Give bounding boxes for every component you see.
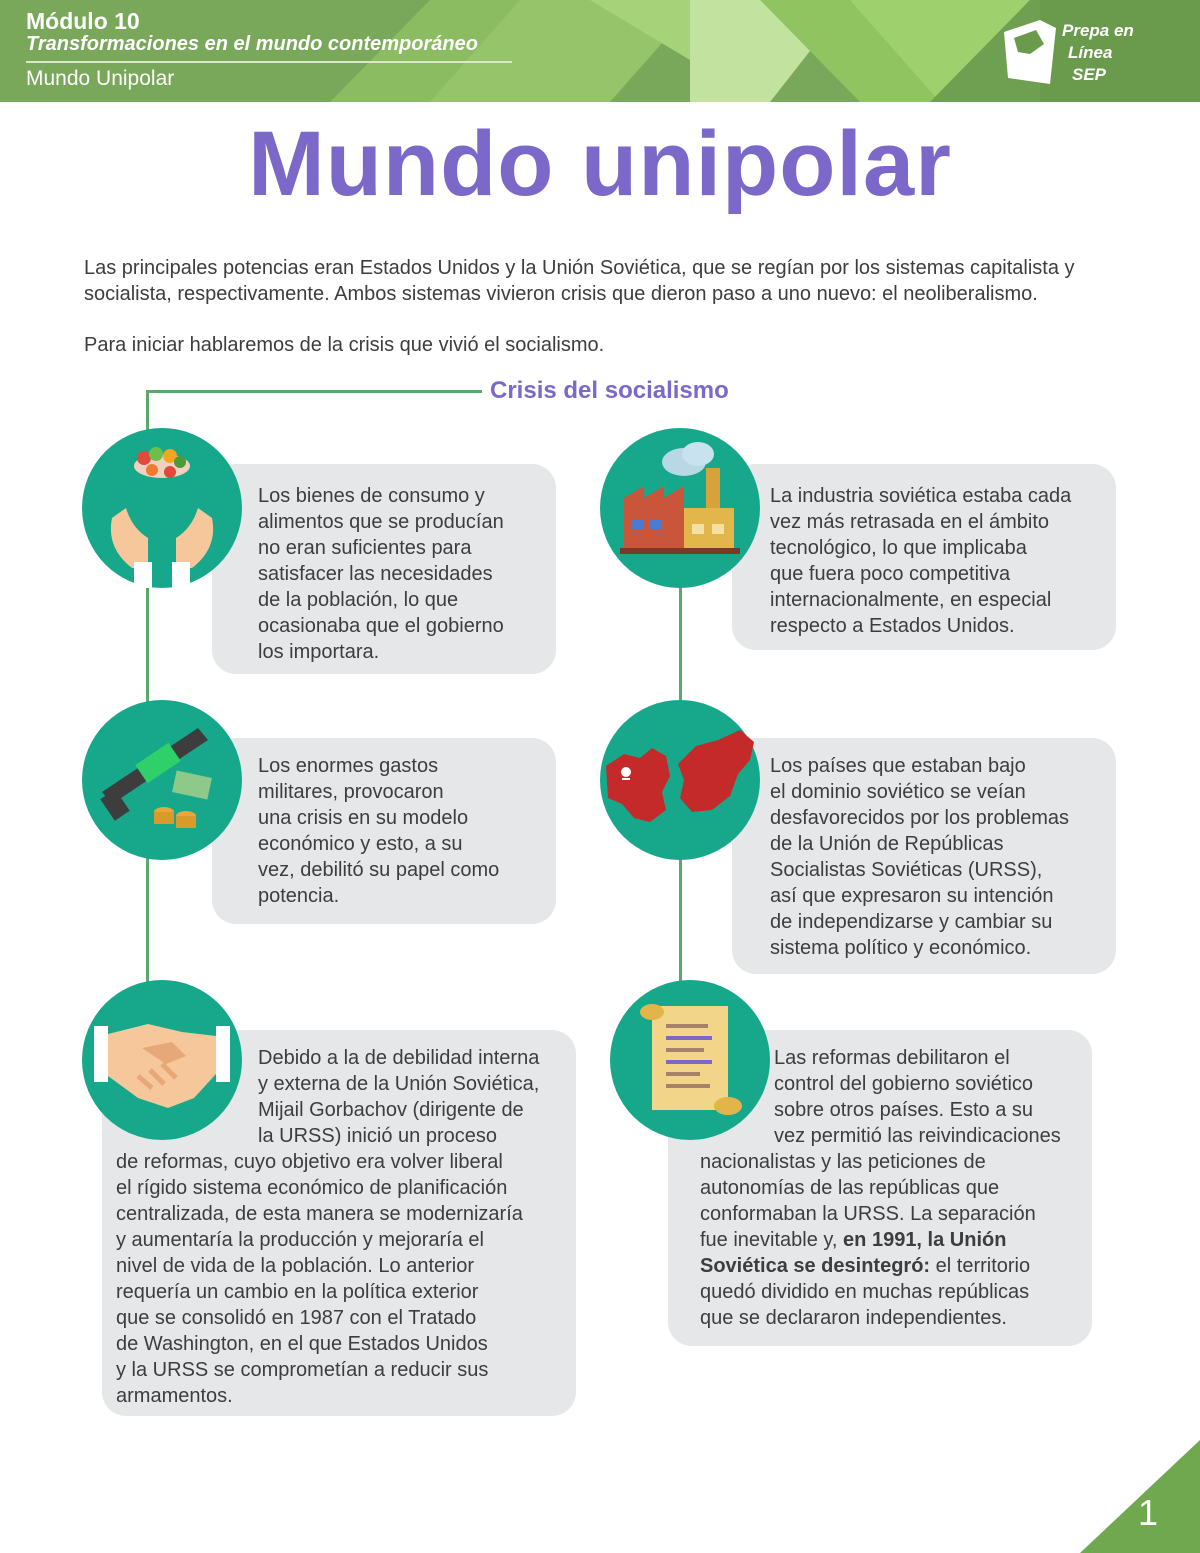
text-line: de reformas, cuyo objetivo era volver liberal xyxy=(116,1151,503,1173)
text-line: respecto a Estados Unidos. xyxy=(770,615,1015,637)
bold-text: en 1991, la Unión xyxy=(843,1229,1007,1251)
text-line: conformaban la URSS. La separación xyxy=(700,1203,1036,1225)
text-line: requería un cambio en la política exterior xyxy=(116,1281,479,1303)
module-label: Módulo 10 xyxy=(26,8,140,34)
card-satellite-states-text xyxy=(770,753,1110,961)
text-line: Las reformas debilitaron el xyxy=(774,1047,1010,1069)
logo-text-2: Línea xyxy=(1068,43,1113,62)
text-line: que se declararon independientes. xyxy=(700,1307,1007,1329)
card-military-text xyxy=(258,753,548,909)
logo-text-3: SEP xyxy=(1072,65,1107,84)
text-line: tecnológico, lo que implicaba xyxy=(770,537,1027,559)
text-line-mixed xyxy=(700,1253,1084,1279)
factory-icon xyxy=(600,428,760,588)
text-line: vez más retrasada en el ámbito xyxy=(770,511,1050,533)
text-line: desfavorecidos por los problemas xyxy=(770,807,1070,829)
scroll-icon xyxy=(610,980,770,1140)
logo-text-1: Prepa en xyxy=(1062,21,1134,40)
text-line: que fuera poco competitiva xyxy=(770,563,1011,585)
text-line: de Washington, en el que Estados Unidos xyxy=(116,1333,488,1355)
prepa-en-linea-logo xyxy=(1000,14,1134,86)
text-line: vez permitió las reivindicaciones xyxy=(774,1125,1061,1147)
text-line: de la población, lo que xyxy=(258,589,459,611)
text-line: el rígido sistema económico de planificación xyxy=(116,1177,508,1199)
text-line: control del gobierno soviético xyxy=(774,1073,1034,1095)
text-line: los importara. xyxy=(258,641,380,663)
text-line: sobre otros países. Esto a su xyxy=(774,1099,1034,1121)
text-line: vez, debilitó su papel como xyxy=(258,859,500,881)
header-divider xyxy=(26,61,512,63)
bold-text: Soviética se desintegró: xyxy=(700,1255,931,1277)
text-line: ocasionaba que el gobierno xyxy=(258,615,504,637)
text-line: y aumentaría la producción y mejoraría el xyxy=(116,1229,484,1251)
text-line: La industria soviética estaba cada xyxy=(770,485,1072,507)
text-line: no eran suficientes para xyxy=(258,537,472,559)
text-line-mixed xyxy=(700,1227,1084,1253)
intro-lead: Para iniciar hablaremos de la crisis que vivió el socialismo. xyxy=(84,334,605,356)
page-title: Mundo unipolar xyxy=(248,113,952,215)
text-line: y la URSS se comprometían a reducir sus xyxy=(116,1359,489,1381)
text-line: Socialistas Soviéticas (URSS), xyxy=(770,859,1043,881)
text-line: satisfacer las necesidades xyxy=(258,563,493,585)
page-number: 1 xyxy=(1138,1492,1159,1533)
text-line: potencia. xyxy=(258,885,340,907)
text-line: Los países que estaban bajo xyxy=(770,755,1026,777)
text-line: la URSS) inició un proceso xyxy=(258,1125,497,1147)
text-line: económico y esto, a su xyxy=(258,833,463,855)
text-line: de la Unión de Repúblicas xyxy=(770,833,1004,855)
food-hands-icon xyxy=(82,428,242,588)
weapon-money-icon xyxy=(82,700,242,860)
section-label: Mundo Unipolar xyxy=(26,67,175,90)
intro-paragraph: Las principales potencias eran Estados Unidos y la Unión Soviética, que se regían por los sistemas capitalista y socialista, respectivamente. Ambos sistemas vivieron crisis que dieron paso a uno nuevo: el neoliberalismo. xyxy=(84,257,1075,305)
text-line: nacionalistas y las peticiones de xyxy=(700,1151,986,1173)
handshake-icon xyxy=(82,980,242,1140)
text-span: el territorio xyxy=(930,1255,1031,1277)
text-line: y externa de la Unión Soviética, xyxy=(258,1073,540,1095)
text-line: armamentos. xyxy=(116,1385,233,1407)
text-line: así que expresaron su intención xyxy=(770,885,1054,907)
text-span: fue inevitable y, xyxy=(700,1229,844,1251)
text-line: el dominio soviético se veían xyxy=(770,781,1026,803)
text-line: Mijail Gorbachov (dirigente de xyxy=(258,1099,524,1121)
text-line: autonomías de las repúblicas que xyxy=(700,1177,1000,1199)
text-line: sistema político y económico. xyxy=(770,937,1032,959)
ussr-map-icon xyxy=(600,700,760,860)
text-line: Debido a la de debilidad interna xyxy=(258,1047,540,1069)
course-title: Transformaciones en el mundo contemporáneo xyxy=(26,33,478,55)
text-line: que se consolidó en 1987 con el Tratado xyxy=(116,1307,477,1329)
text-line: Los enormes gastos xyxy=(258,755,439,777)
text-line: quedó dividido en muchas repúblicas xyxy=(700,1281,1030,1303)
text-line: una crisis en su modelo xyxy=(258,807,469,829)
section-heading: Crisis del socialismo xyxy=(490,377,729,404)
text-line: internacionalmente, en especial xyxy=(770,589,1052,611)
text-line: centralizada, de esta manera se modernizaría xyxy=(116,1203,523,1225)
card-consumer-goods-text xyxy=(258,483,548,665)
text-line: militares, provocaron xyxy=(258,781,444,803)
text-line: de independizarse y cambiar su xyxy=(770,911,1053,933)
timeline-top-line xyxy=(146,390,482,393)
text-line: alimentos que se producían xyxy=(258,511,504,533)
text-line: nivel de vida de la población. Lo anterior xyxy=(116,1255,475,1277)
card-industry-text xyxy=(770,483,1110,639)
text-line: Los bienes de consumo y xyxy=(258,485,485,507)
